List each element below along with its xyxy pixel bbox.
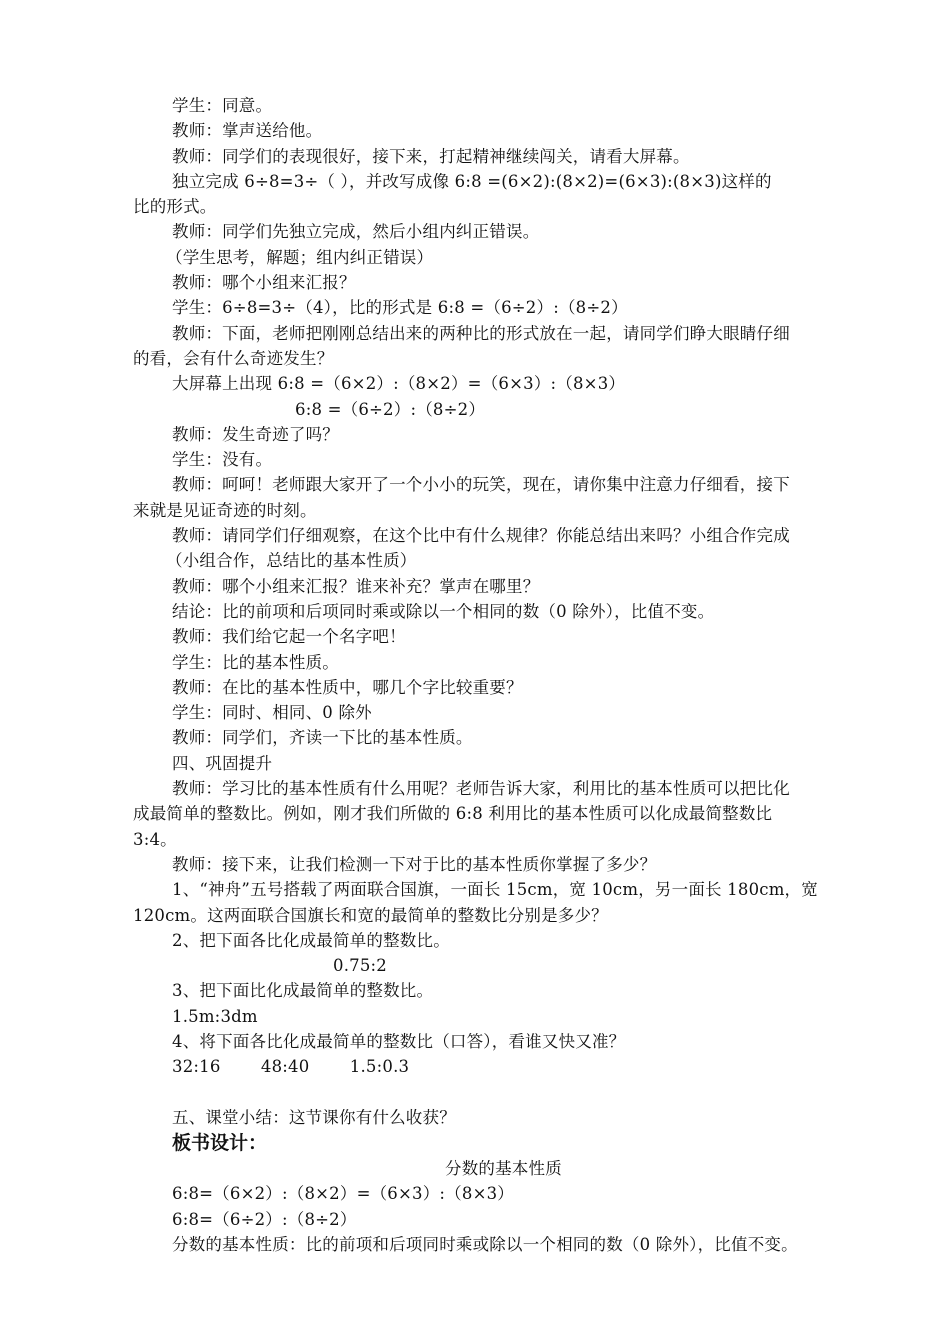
text-line: 教师：哪个小组来汇报？ — [172, 273, 356, 293]
document-page — [133, 93, 863, 1257]
board-equation: 6:8=（6÷2）:（8÷2） — [172, 1209, 357, 1229]
text-line: 教师：哪个小组来汇报？谁来补充？掌声在哪里？ — [172, 576, 540, 596]
text-line: 2、把下面各比化成最简单的整数比。 — [172, 930, 450, 950]
text-line: 0.75:2 — [333, 956, 387, 976]
text-line: 教师：在比的基本性质中，哪几个字比较重要？ — [172, 677, 523, 697]
text-line: 1.5m:3dm — [172, 1006, 258, 1026]
text-line: 教师：同学们先独立完成，然后小组内纠正错误。 — [172, 222, 540, 242]
text-line: 大屏幕上出现 6:8 =（6×2）:（8×2）=（6×3）:（8×3） — [172, 374, 626, 394]
text-line: 学生：比的基本性质。 — [172, 652, 339, 672]
board-heading: 板书设计： — [172, 1132, 268, 1155]
text-line: 教师：同学们，齐读一下比的基本性质。 — [172, 728, 473, 748]
text-line: 学生：同时、相同、0 除外 — [172, 703, 372, 723]
text-line: 教师：发生奇迹了吗？ — [172, 424, 339, 444]
text-line: 教师：下面，老师把刚刚总结出来的两种比的形式放在一起，请同学们睁大眼睛仔细 — [172, 323, 790, 343]
section-heading: 四、巩固提升 — [172, 753, 273, 773]
text-line: 教师：请同学们仔细观察，在这个比中有什么规律？你能总结出来吗？小组合作完成 — [172, 526, 790, 546]
text-line: 120cm。这两面联合国旗长和宽的最简单的整数比分别是多少？ — [133, 905, 608, 925]
text-line: 6:8 =（6÷2）:（8÷2） — [295, 399, 486, 419]
text-line: 学生：没有。 — [172, 450, 273, 470]
blank-line — [133, 1080, 863, 1105]
text-line: 1、“神舟”五号搭载了两面联合国旗，一面长 15cm，宽 10cm，另一面长 180cm，宽 — [172, 880, 818, 900]
text-line: 4、将下面各比化成最简单的整数比（口答），看谁又快又准？ — [172, 1031, 626, 1051]
text-line: （学生思考，解题；组内纠正错误） — [166, 247, 434, 267]
board-property: 分数的基本性质：比的前项和后项同时乘或除以一个相同的数（0 除外），比值不变。 — [172, 1235, 798, 1255]
text-line: 3、把下面比化成最简单的整数比。 — [172, 981, 434, 1001]
text-line: 教师：同学们的表现很好，接下来，打起精神继续闯关，请看大屏幕。 — [172, 146, 690, 166]
text-line: 教师：我们给它起一个名字吧！ — [172, 627, 406, 647]
text-line: 教师：学习比的基本性质有什么用呢？老师告诉大家，利用比的基本性质可以把比化 — [172, 779, 790, 799]
text-line: 教师：呵呵！老师跟大家开了一个小小的玩笑，现在，请你集中注意力仔细看，接下 — [172, 475, 790, 495]
text-line: 教师：掌声送给他。 — [172, 121, 323, 141]
text-line: 教师：接下来，让我们检测一下对于比的基本性质你掌握了多少？ — [172, 854, 657, 874]
text-line: 来就是见证奇迹的时刻。 — [133, 500, 317, 520]
board-equation: 6:8=（6×2）:（8×2）=（6×3）:（8×3） — [172, 1184, 515, 1204]
text-line: 3:4。 — [133, 829, 177, 849]
text-line: 比的形式。 — [133, 197, 217, 217]
text-line: 结论：比的前项和后项同时乘或除以一个相同的数（0 除外），比值不变。 — [172, 601, 715, 621]
board-title: 分数的基本性质 — [445, 1159, 562, 1179]
text-line: 学生：同意。 — [172, 96, 273, 115]
text-line: （小组合作，总结比的基本性质） — [166, 551, 417, 571]
section-heading: 五、课堂小结：这节课你有什么收获？ — [172, 1107, 456, 1127]
text-line: 32:16 48:40 1.5:0.3 — [172, 1057, 410, 1077]
text-line: 成最简单的整数比。例如，刚才我们所做的 6:8 利用比的基本性质可以化成最简整数比 — [133, 804, 773, 824]
text-line: 学生：6÷8=3÷（4），比的形式是 6:8 =（6÷2）:（8÷2） — [172, 298, 628, 318]
text-line: 独立完成 6÷8=3÷（ ），并改写成像 6:8 =(6×2):(8×2)=(6×3):(8×3)这样的 — [172, 171, 772, 191]
text-line: 的看，会有什么奇迹发生？ — [133, 348, 334, 368]
